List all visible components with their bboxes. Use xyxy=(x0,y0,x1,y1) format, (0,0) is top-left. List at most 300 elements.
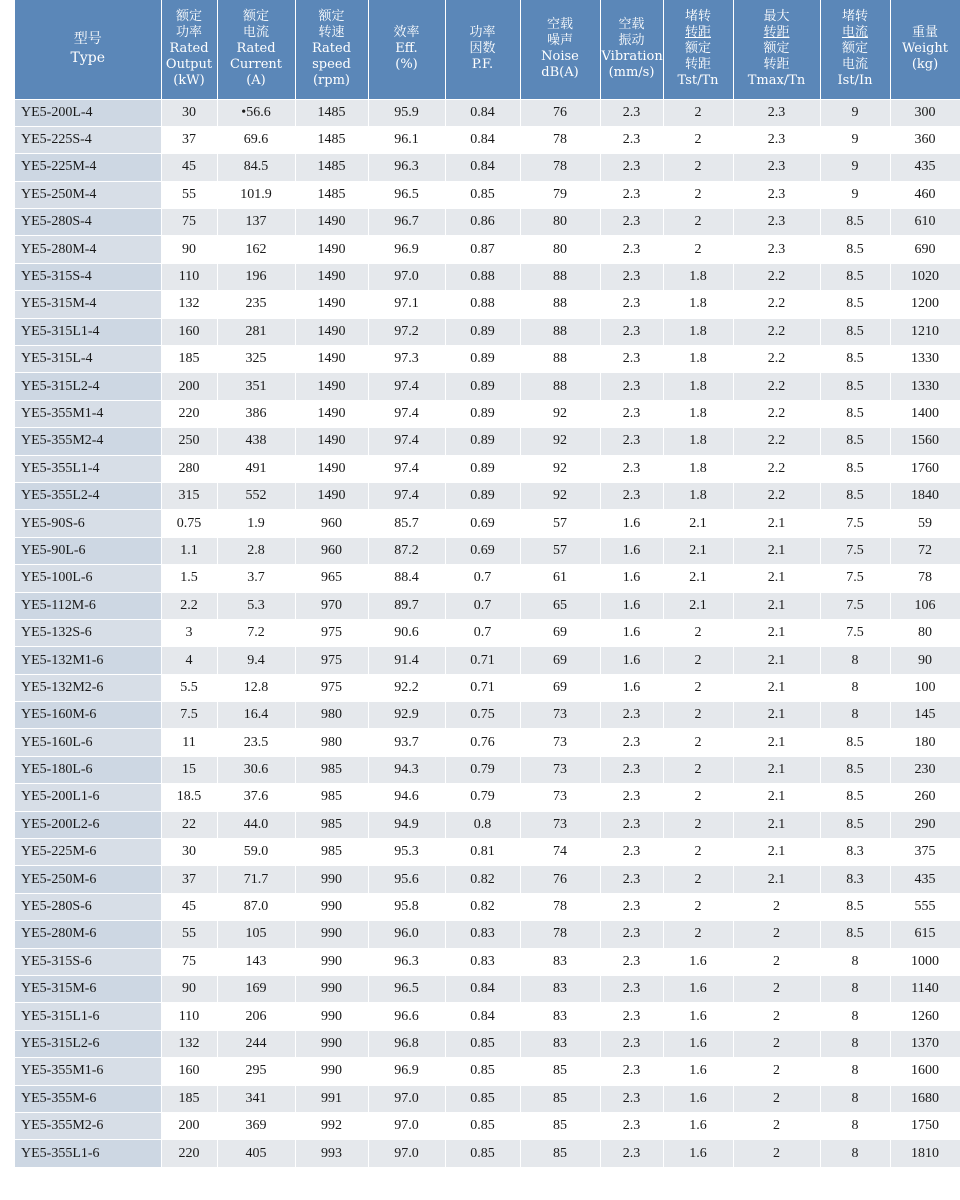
cell-noise: 88 xyxy=(520,263,600,290)
cell-rated-current: 3.7 xyxy=(217,565,295,592)
cell-rated-output: 37 xyxy=(161,126,217,153)
cell-type: YE5-250M-4 xyxy=(15,181,161,208)
cell-noise: 83 xyxy=(520,948,600,975)
table-row xyxy=(15,1003,960,1030)
cell-type: YE5-112M-6 xyxy=(15,592,161,619)
cell-rated-current: 137 xyxy=(217,209,295,236)
cell-type: YE5-280M-6 xyxy=(15,921,161,948)
cell-noise: 73 xyxy=(520,784,600,811)
cell-weight: 1370 xyxy=(890,1030,960,1057)
cell-vibration: 2.3 xyxy=(600,318,663,345)
cell-vibration: 2.3 xyxy=(600,154,663,181)
cell-rated-output: 200 xyxy=(161,1112,217,1139)
cell-power-factor: 0.82 xyxy=(445,893,520,920)
cell-tst-tn: 2 xyxy=(663,99,733,126)
cell-noise: 73 xyxy=(520,811,600,838)
cell-type: YE5-280S-6 xyxy=(15,893,161,920)
cell-rated-output: 220 xyxy=(161,1140,217,1167)
cell-efficiency: 91.4 xyxy=(368,647,445,674)
cell-rated-output: 160 xyxy=(161,318,217,345)
cell-noise: 73 xyxy=(520,702,600,729)
cell-power-factor: 0.81 xyxy=(445,839,520,866)
cell-tmax-tn: 2.1 xyxy=(733,674,820,701)
cell-rated-current: 143 xyxy=(217,948,295,975)
cell-rated-speed: 1490 xyxy=(295,236,368,263)
cell-weight: 78 xyxy=(890,565,960,592)
cell-rated-output: 55 xyxy=(161,181,217,208)
cell-noise: 69 xyxy=(520,647,600,674)
table-row xyxy=(15,346,960,373)
cell-rated-current: 71.7 xyxy=(217,866,295,893)
table-row xyxy=(15,811,960,838)
cell-type: YE5-315S-4 xyxy=(15,263,161,290)
cell-efficiency: 96.3 xyxy=(368,154,445,181)
cell-efficiency: 92.9 xyxy=(368,702,445,729)
cell-type: YE5-280M-4 xyxy=(15,236,161,263)
cell-type: YE5-100L-6 xyxy=(15,565,161,592)
cell-power-factor: 0.84 xyxy=(445,1003,520,1030)
cell-tmax-tn: 2.2 xyxy=(733,400,820,427)
cell-tst-tn: 1.8 xyxy=(663,455,733,482)
cell-efficiency: 96.7 xyxy=(368,209,445,236)
cell-efficiency: 96.5 xyxy=(368,181,445,208)
cell-efficiency: 97.2 xyxy=(368,318,445,345)
table-row xyxy=(15,565,960,592)
cell-weight: 375 xyxy=(890,839,960,866)
cell-tmax-tn: 2.1 xyxy=(733,647,820,674)
cell-efficiency: 97.4 xyxy=(368,373,445,400)
cell-rated-current: 325 xyxy=(217,346,295,373)
cell-efficiency: 97.4 xyxy=(368,428,445,455)
cell-ist-in: 8.5 xyxy=(820,263,890,290)
cell-ist-in: 8.5 xyxy=(820,373,890,400)
cell-type: YE5-355M2-4 xyxy=(15,428,161,455)
col-header-locked-rotor-current-ratio xyxy=(820,0,890,99)
cell-tst-tn: 1.6 xyxy=(663,948,733,975)
cell-tmax-tn: 2 xyxy=(733,1112,820,1139)
table-row xyxy=(15,976,960,1003)
cell-rated-current: 405 xyxy=(217,1140,295,1167)
table-row xyxy=(15,263,960,290)
cell-power-factor: 0.75 xyxy=(445,702,520,729)
cell-efficiency: 85.7 xyxy=(368,510,445,537)
cell-tst-tn: 1.6 xyxy=(663,1112,733,1139)
cell-vibration: 2.3 xyxy=(600,839,663,866)
cell-tmax-tn: 2.3 xyxy=(733,236,820,263)
cell-tst-tn: 1.8 xyxy=(663,318,733,345)
cell-rated-current: 69.6 xyxy=(217,126,295,153)
cell-power-factor: 0.85 xyxy=(445,1085,520,1112)
cell-ist-in: 8 xyxy=(820,674,890,701)
cell-ist-in: 9 xyxy=(820,181,890,208)
table-row xyxy=(15,510,960,537)
cell-type: YE5-355M1-6 xyxy=(15,1058,161,1085)
cell-tst-tn: 2 xyxy=(663,921,733,948)
cell-efficiency: 96.0 xyxy=(368,921,445,948)
cell-noise: 80 xyxy=(520,236,600,263)
cell-ist-in: 8.5 xyxy=(820,893,890,920)
cell-rated-current: 84.5 xyxy=(217,154,295,181)
cell-weight: 360 xyxy=(890,126,960,153)
cell-noise: 85 xyxy=(520,1058,600,1085)
cell-tmax-tn: 2.1 xyxy=(733,839,820,866)
cell-noise: 88 xyxy=(520,373,600,400)
cell-weight: 690 xyxy=(890,236,960,263)
cell-ist-in: 7.5 xyxy=(820,592,890,619)
col-header-type xyxy=(15,0,161,99)
cell-vibration: 1.6 xyxy=(600,674,663,701)
table-row xyxy=(15,866,960,893)
cell-weight: 435 xyxy=(890,154,960,181)
cell-weight: 106 xyxy=(890,592,960,619)
cell-type: YE5-355M1-4 xyxy=(15,400,161,427)
cell-vibration: 1.6 xyxy=(600,619,663,646)
cell-rated-speed: 1485 xyxy=(295,181,368,208)
cell-tmax-tn: 2 xyxy=(733,948,820,975)
cell-tst-tn: 2 xyxy=(663,647,733,674)
cell-tmax-tn: 2 xyxy=(733,893,820,920)
cell-weight: 555 xyxy=(890,893,960,920)
cell-noise: 69 xyxy=(520,619,600,646)
header-label: 空载 噪声 Noise dB(A) xyxy=(541,17,579,81)
cell-tmax-tn: 2.1 xyxy=(733,510,820,537)
cell-power-factor: 0.89 xyxy=(445,400,520,427)
cell-tst-tn: 2 xyxy=(663,839,733,866)
cell-rated-speed: 1490 xyxy=(295,209,368,236)
cell-tst-tn: 2 xyxy=(663,811,733,838)
cell-ist-in: 7.5 xyxy=(820,537,890,564)
cell-tst-tn: 1.6 xyxy=(663,1085,733,1112)
cell-efficiency: 95.8 xyxy=(368,893,445,920)
cell-power-factor: 0.84 xyxy=(445,126,520,153)
cell-type: YE5-225S-4 xyxy=(15,126,161,153)
cell-rated-output: 220 xyxy=(161,400,217,427)
cell-rated-current: 37.6 xyxy=(217,784,295,811)
cell-rated-current: 5.3 xyxy=(217,592,295,619)
cell-rated-current: 281 xyxy=(217,318,295,345)
col-header-rated-current xyxy=(217,0,295,99)
cell-rated-output: 160 xyxy=(161,1058,217,1085)
table-row xyxy=(15,181,960,208)
cell-noise: 83 xyxy=(520,1003,600,1030)
cell-rated-speed: 975 xyxy=(295,674,368,701)
cell-vibration: 2.3 xyxy=(600,702,663,729)
cell-type: YE5-280S-4 xyxy=(15,209,161,236)
cell-noise: 83 xyxy=(520,1030,600,1057)
cell-tmax-tn: 2.3 xyxy=(733,154,820,181)
cell-power-factor: 0.69 xyxy=(445,537,520,564)
table-row xyxy=(15,729,960,756)
cell-rated-current: 7.2 xyxy=(217,619,295,646)
cell-rated-speed: 993 xyxy=(295,1140,368,1167)
cell-rated-current: 162 xyxy=(217,236,295,263)
cell-tmax-tn: 2 xyxy=(733,1085,820,1112)
cell-rated-speed: 1490 xyxy=(295,263,368,290)
cell-noise: 78 xyxy=(520,154,600,181)
cell-rated-speed: 985 xyxy=(295,839,368,866)
cell-tst-tn: 1.6 xyxy=(663,1003,733,1030)
table-row xyxy=(15,154,960,181)
cell-tst-tn: 2 xyxy=(663,619,733,646)
cell-type: YE5-315L1-6 xyxy=(15,1003,161,1030)
cell-rated-output: 37 xyxy=(161,866,217,893)
cell-noise: 85 xyxy=(520,1112,600,1139)
cell-efficiency: 97.1 xyxy=(368,291,445,318)
header-label-bottom: 额定 电流 Ist/In xyxy=(837,41,873,89)
cell-rated-output: 90 xyxy=(161,236,217,263)
cell-rated-current: 16.4 xyxy=(217,702,295,729)
cell-vibration: 2.3 xyxy=(600,811,663,838)
cell-weight: 1600 xyxy=(890,1058,960,1085)
col-header-weight xyxy=(890,0,960,99)
cell-noise: 73 xyxy=(520,729,600,756)
cell-weight: 1750 xyxy=(890,1112,960,1139)
table-row xyxy=(15,482,960,509)
cell-ist-in: 8.3 xyxy=(820,839,890,866)
table-row xyxy=(15,291,960,318)
table-row xyxy=(15,455,960,482)
cell-rated-output: 55 xyxy=(161,921,217,948)
cell-tst-tn: 2 xyxy=(663,236,733,263)
cell-efficiency: 96.9 xyxy=(368,236,445,263)
cell-tmax-tn: 2 xyxy=(733,1003,820,1030)
cell-tmax-tn: 2 xyxy=(733,1030,820,1057)
table-row xyxy=(15,400,960,427)
cell-ist-in: 8.5 xyxy=(820,729,890,756)
cell-power-factor: 0.82 xyxy=(445,866,520,893)
cell-tst-tn: 2.1 xyxy=(663,510,733,537)
cell-weight: 1760 xyxy=(890,455,960,482)
cell-power-factor: 0.71 xyxy=(445,674,520,701)
cell-rated-speed: 1490 xyxy=(295,482,368,509)
cell-rated-output: 15 xyxy=(161,756,217,783)
cell-efficiency: 96.6 xyxy=(368,1003,445,1030)
cell-power-factor: 0.79 xyxy=(445,784,520,811)
cell-rated-speed: 1490 xyxy=(295,346,368,373)
col-header-rated-speed xyxy=(295,0,368,99)
cell-weight: 230 xyxy=(890,756,960,783)
table-row xyxy=(15,756,960,783)
cell-efficiency: 96.9 xyxy=(368,1058,445,1085)
cell-tmax-tn: 2.2 xyxy=(733,291,820,318)
cell-tmax-tn: 2.3 xyxy=(733,99,820,126)
cell-tmax-tn: 2.2 xyxy=(733,455,820,482)
cell-rated-current: 351 xyxy=(217,373,295,400)
cell-power-factor: 0.89 xyxy=(445,373,520,400)
cell-type: YE5-225M-4 xyxy=(15,154,161,181)
cell-type: YE5-200L1-6 xyxy=(15,784,161,811)
cell-rated-output: 315 xyxy=(161,482,217,509)
cell-rated-output: 110 xyxy=(161,1003,217,1030)
cell-tst-tn: 2 xyxy=(663,729,733,756)
cell-vibration: 2.3 xyxy=(600,99,663,126)
cell-rated-speed: 970 xyxy=(295,592,368,619)
header-label: 型号 Type xyxy=(70,31,105,67)
cell-power-factor: 0.85 xyxy=(445,181,520,208)
cell-power-factor: 0.88 xyxy=(445,263,520,290)
cell-weight: 1810 xyxy=(890,1140,960,1167)
cell-power-factor: 0.87 xyxy=(445,236,520,263)
cell-power-factor: 0.84 xyxy=(445,99,520,126)
cell-efficiency: 94.6 xyxy=(368,784,445,811)
cell-tst-tn: 2 xyxy=(663,756,733,783)
table-row xyxy=(15,373,960,400)
header-label-top: 最大 xyxy=(763,9,790,25)
cell-rated-output: 3 xyxy=(161,619,217,646)
cell-tst-tn: 2 xyxy=(663,209,733,236)
cell-ist-in: 8.5 xyxy=(820,346,890,373)
cell-ist-in: 8.3 xyxy=(820,866,890,893)
cell-type: YE5-180L-6 xyxy=(15,756,161,783)
cell-power-factor: 0.85 xyxy=(445,1140,520,1167)
header-label: 重量 Weight (kg) xyxy=(901,25,949,73)
cell-type: YE5-132S-6 xyxy=(15,619,161,646)
cell-noise: 92 xyxy=(520,455,600,482)
cell-rated-output: 45 xyxy=(161,154,217,181)
cell-vibration: 2.3 xyxy=(600,784,663,811)
cell-noise: 78 xyxy=(520,126,600,153)
cell-efficiency: 97.0 xyxy=(368,1085,445,1112)
cell-rated-output: 7.5 xyxy=(161,702,217,729)
cell-vibration: 2.3 xyxy=(600,893,663,920)
cell-rated-speed: 1490 xyxy=(295,373,368,400)
table-row xyxy=(15,537,960,564)
cell-power-factor: 0.7 xyxy=(445,619,520,646)
cell-type: YE5-355L2-4 xyxy=(15,482,161,509)
cell-rated-output: 11 xyxy=(161,729,217,756)
cell-rated-current: 386 xyxy=(217,400,295,427)
header-label-top: 堵转 xyxy=(684,9,711,25)
cell-rated-speed: 985 xyxy=(295,756,368,783)
cell-power-factor: 0.79 xyxy=(445,756,520,783)
cell-weight: 1400 xyxy=(890,400,960,427)
cell-rated-output: 4 xyxy=(161,647,217,674)
cell-rated-output: 75 xyxy=(161,948,217,975)
cell-rated-speed: 1490 xyxy=(295,318,368,345)
cell-efficiency: 97.0 xyxy=(368,1112,445,1139)
cell-tmax-tn: 2.1 xyxy=(733,619,820,646)
cell-type: YE5-315L2-4 xyxy=(15,373,161,400)
cell-weight: 1000 xyxy=(890,948,960,975)
cell-rated-output: 0.75 xyxy=(161,510,217,537)
table-row xyxy=(15,1085,960,1112)
cell-type: YE5-355L1-6 xyxy=(15,1140,161,1167)
cell-rated-current: 369 xyxy=(217,1112,295,1139)
cell-ist-in: 8.5 xyxy=(820,209,890,236)
cell-efficiency: 94.9 xyxy=(368,811,445,838)
cell-power-factor: 0.89 xyxy=(445,428,520,455)
cell-rated-current: 196 xyxy=(217,263,295,290)
cell-rated-speed: 980 xyxy=(295,729,368,756)
header-label-underlined: 转距 xyxy=(684,25,711,41)
cell-power-factor: 0.84 xyxy=(445,976,520,1003)
table-row xyxy=(15,619,960,646)
header-label-bottom: 额定 转距 Tst/Tn xyxy=(677,41,719,89)
cell-ist-in: 8.5 xyxy=(820,756,890,783)
cell-weight: 260 xyxy=(890,784,960,811)
cell-ist-in: 8.5 xyxy=(820,318,890,345)
cell-weight: 1020 xyxy=(890,263,960,290)
cell-noise: 92 xyxy=(520,428,600,455)
cell-ist-in: 8.5 xyxy=(820,811,890,838)
header-label-underlined: 电流 xyxy=(841,25,868,41)
cell-type: YE5-200L2-6 xyxy=(15,811,161,838)
cell-rated-speed: 990 xyxy=(295,976,368,1003)
cell-rated-current: 552 xyxy=(217,482,295,509)
cell-vibration: 2.3 xyxy=(600,1003,663,1030)
cell-tst-tn: 1.6 xyxy=(663,1058,733,1085)
cell-rated-output: 45 xyxy=(161,893,217,920)
cell-tst-tn: 2 xyxy=(663,674,733,701)
cell-vibration: 1.6 xyxy=(600,592,663,619)
cell-efficiency: 88.4 xyxy=(368,565,445,592)
cell-ist-in: 7.5 xyxy=(820,510,890,537)
cell-tst-tn: 2 xyxy=(663,702,733,729)
cell-rated-output: 110 xyxy=(161,263,217,290)
cell-rated-current: 235 xyxy=(217,291,295,318)
cell-power-factor: 0.76 xyxy=(445,729,520,756)
cell-power-factor: 0.89 xyxy=(445,346,520,373)
cell-weight: 460 xyxy=(890,181,960,208)
cell-rated-current: 9.4 xyxy=(217,647,295,674)
table-row xyxy=(15,893,960,920)
cell-efficiency: 96.3 xyxy=(368,948,445,975)
cell-rated-output: 250 xyxy=(161,428,217,455)
cell-rated-current: 23.5 xyxy=(217,729,295,756)
cell-power-factor: 0.7 xyxy=(445,565,520,592)
table-row xyxy=(15,702,960,729)
cell-weight: 145 xyxy=(890,702,960,729)
cell-weight: 1840 xyxy=(890,482,960,509)
cell-efficiency: 96.1 xyxy=(368,126,445,153)
cell-rated-speed: 990 xyxy=(295,1030,368,1057)
cell-rated-speed: 1490 xyxy=(295,428,368,455)
cell-type: YE5-355M2-6 xyxy=(15,1112,161,1139)
cell-power-factor: 0.83 xyxy=(445,921,520,948)
cell-ist-in: 9 xyxy=(820,126,890,153)
cell-vibration: 2.3 xyxy=(600,428,663,455)
cell-ist-in: 8 xyxy=(820,1058,890,1085)
cell-ist-in: 8.5 xyxy=(820,482,890,509)
cell-efficiency: 94.3 xyxy=(368,756,445,783)
cell-tmax-tn: 2.1 xyxy=(733,811,820,838)
cell-ist-in: 8 xyxy=(820,647,890,674)
table-row xyxy=(15,1112,960,1139)
cell-vibration: 2.3 xyxy=(600,756,663,783)
cell-rated-speed: 991 xyxy=(295,1085,368,1112)
header-label-underlined: 转距 xyxy=(763,25,790,41)
cell-type: YE5-90L-6 xyxy=(15,537,161,564)
cell-vibration: 2.3 xyxy=(600,373,663,400)
table-row xyxy=(15,647,960,674)
cell-type: YE5-200L-4 xyxy=(15,99,161,126)
cell-efficiency: 97.4 xyxy=(368,400,445,427)
cell-efficiency: 96.5 xyxy=(368,976,445,1003)
cell-tst-tn: 1.6 xyxy=(663,1140,733,1167)
cell-tmax-tn: 2.1 xyxy=(733,756,820,783)
cell-ist-in: 8 xyxy=(820,976,890,1003)
cell-efficiency: 95.6 xyxy=(368,866,445,893)
cell-rated-output: 90 xyxy=(161,976,217,1003)
cell-efficiency: 97.0 xyxy=(368,263,445,290)
cell-weight: 1680 xyxy=(890,1085,960,1112)
header-row xyxy=(15,0,960,99)
cell-tmax-tn: 2.1 xyxy=(733,592,820,619)
cell-power-factor: 0.85 xyxy=(445,1058,520,1085)
cell-ist-in: 7.5 xyxy=(820,565,890,592)
cell-ist-in: 8.5 xyxy=(820,921,890,948)
cell-power-factor: 0.89 xyxy=(445,482,520,509)
